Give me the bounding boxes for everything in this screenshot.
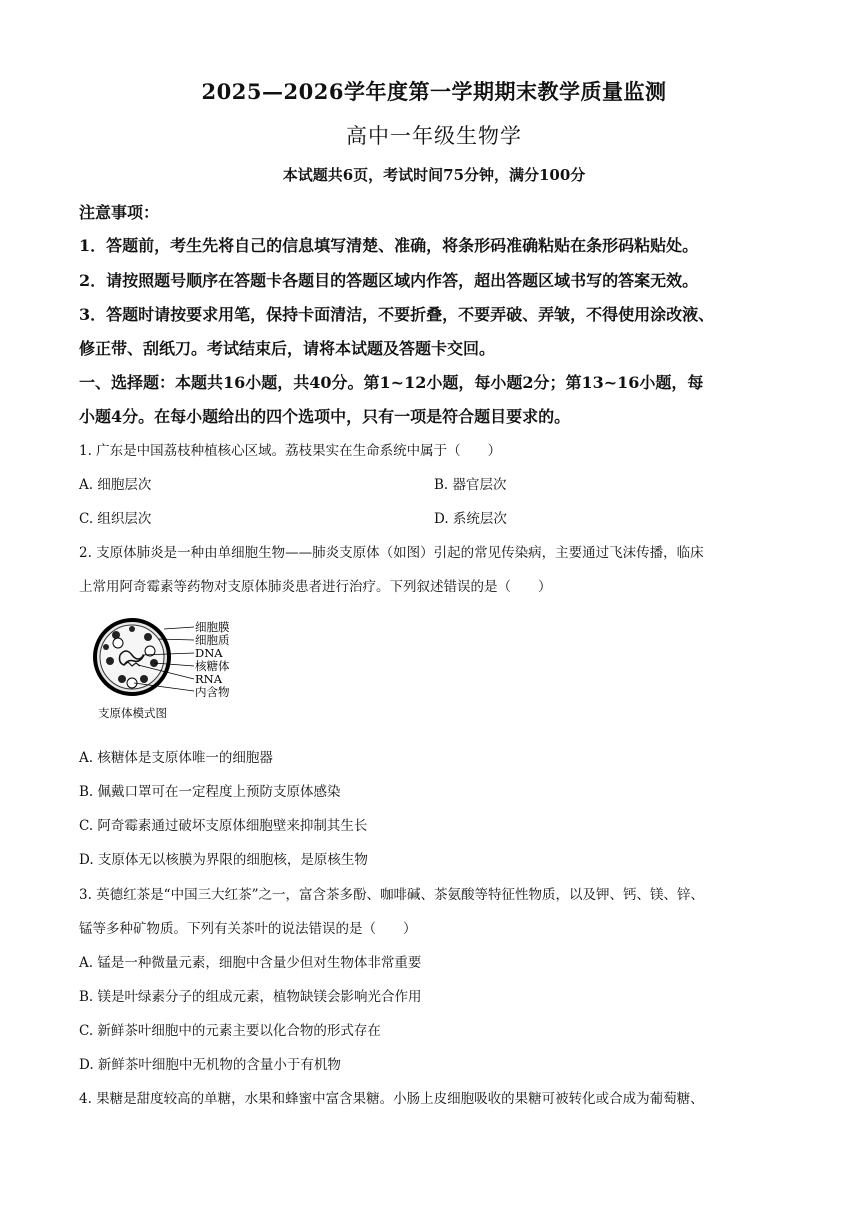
question-2-option-b: B. 佩戴口罩可在一定程度上预防支原体感染 [79,784,341,800]
notice-heading: 注意事项： [79,203,160,222]
label-ribosome: 核糖体 [195,659,230,673]
notice-item-3: 3．答题时请按要求用笔，保持卡面清洁，不要折叠，不要弄破、弄皱，不得使用涂改液、 [79,305,715,324]
question-1-option-d: D. 系统层次 [434,511,507,527]
mycoplasma-cell-illustration [92,613,242,723]
notice-item-3-cont: 修正带、刮纸刀。考试结束后，请将本试题及答题卡交回。 [79,339,496,358]
question-1-stem: 1. 广东是中国荔枝种植核心区域。荔枝果实在生命系统中属于（ ） [79,443,502,459]
mycoplasma-diagram [92,613,242,723]
question-3-option-d: D. 新鲜茶叶细胞中无机物的含量小于有机物 [79,1057,341,1073]
label-inclusion: 内含物 [195,685,230,699]
question-2-option-c: C. 阿奇霉素通过破坏支原体细胞壁来抑制其生长 [79,818,368,834]
notice-item-1: 1．答题前，考生先将自己的信息填写清楚、准确，将条形码准确粘贴在条形码粘贴处。 [79,236,699,255]
section-1-heading-cont: 小题4分。在每小题给出的四个选项中，只有一项是符合题目要求的。 [79,407,571,426]
question-2-stem: 2. 支原体肺炎是一种由单细胞生物——肺炎支原体（如图）引起的常见传染病，主要通过飞沫传播，临床 [79,545,704,561]
exam-subtitle: 高中一年级生物学 [346,124,522,148]
section-1-heading: 一、选择题：本题共16小题，共40分。第1~12小题，每小题2分；第13~16小题，每 [79,373,704,392]
question-1-option-a: A. 细胞层次 [79,477,152,493]
question-3-option-b: B. 镁是叶绿素分子的组成元素，植物缺镁会影响光合作用 [79,989,422,1005]
question-3-option-c: C. 新鲜茶叶细胞中的元素主要以化合物的形式存在 [79,1023,381,1039]
label-dna: DNA [195,646,223,660]
question-3-stem: 3. 英德红茶是“中国三大红茶”之一，富含茶多酚、咖啡碱、茶氨酸等特征性物质，以及钾、钙、镁、锌、 [79,887,704,903]
question-2-stem-cont: 上常用阿奇霉素等药物对支原体肺炎患者进行治疗。下列叙述错误的是（ ） [79,579,552,595]
question-2-option-a: A. 核糖体是支原体唯一的细胞器 [79,750,273,766]
label-cell-membrane: 细胞膜 [195,620,230,634]
question-4-stem: 4. 果糖是甜度较高的单糖，水果和蜂蜜中富含果糖。小肠上皮细胞吸收的果糖可被转化或合成为葡萄糖、 [79,1091,704,1107]
question-1-option-c: C. 组织层次 [79,511,152,527]
question-3-stem-cont: 锰等多种矿物质。下列有关茶叶的说法错误的是（ ） [79,921,417,937]
exam-title: 2025—2026学年度第一学期期末教学质量监测 [201,79,667,104]
label-cytoplasm: 细胞质 [195,633,230,647]
label-rna: RNA [195,672,223,686]
question-1-option-b: B. 器官层次 [434,477,507,493]
notice-item-2: 2．请按照题号顺序在答题卡各题目的答题区域内作答，超出答题区域书写的答案无效。 [79,271,699,290]
figure-caption: 支原体模式图 [98,706,167,720]
question-3-option-a: A. 锰是一种微量元素，细胞中含量少但对生物体非常重要 [79,955,422,971]
question-2-option-d: D. 支原体无以核膜为界限的细胞核，是原核生物 [79,852,368,868]
exam-info: 本试题共6页，考试时间75分钟，满分100分 [282,166,586,184]
